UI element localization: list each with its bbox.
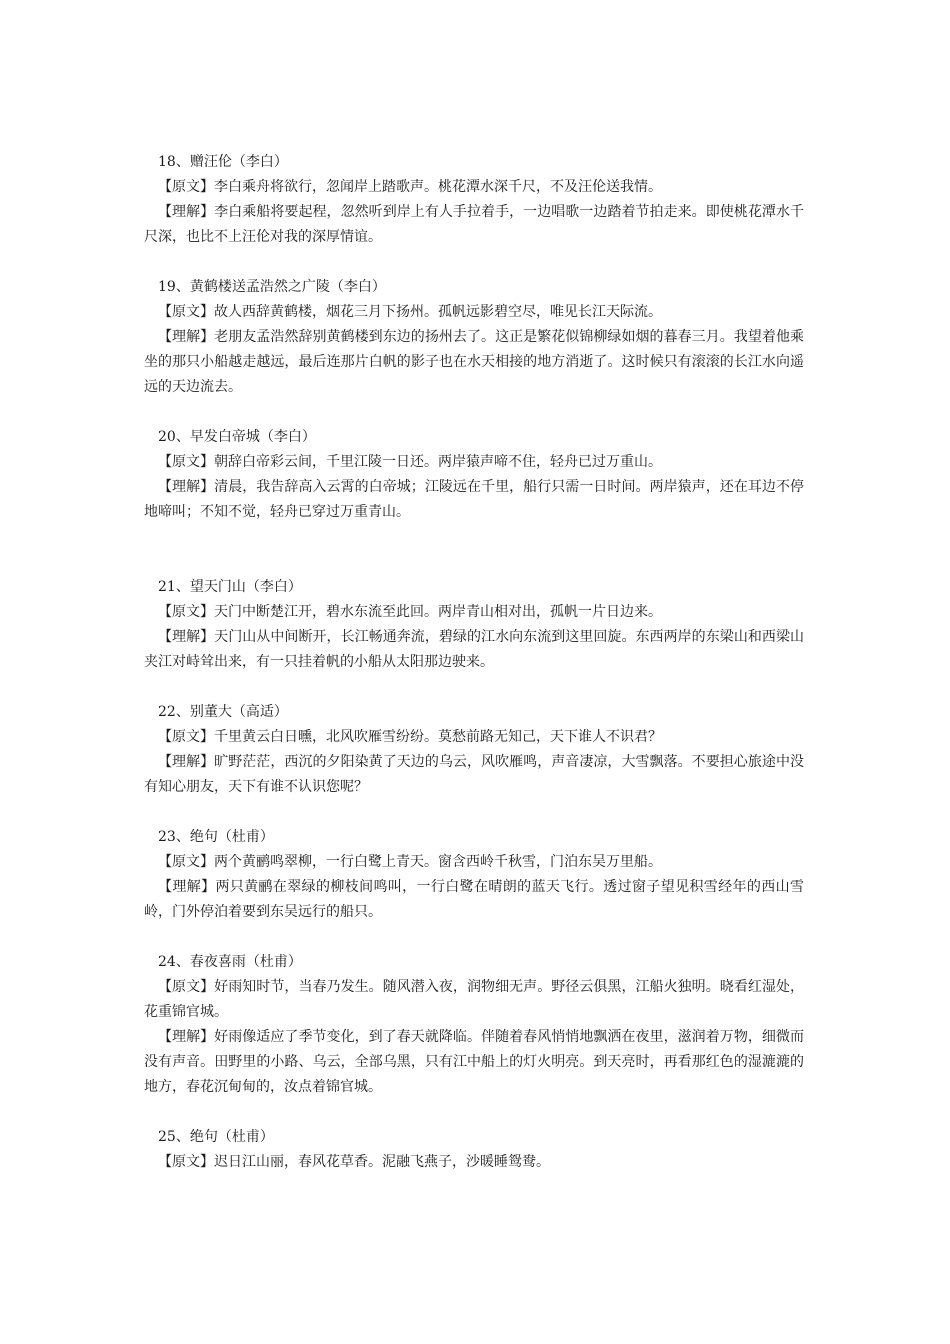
poem-original: 【原文】朝辞白帝彩云间，千里江陵一日还。两岸猿声啼不住，轻舟已过万重山。 [158, 454, 662, 470]
poem-meaning: 【理解】老朋友孟浩然辞别黄鹤楼到东边的扬州去了。这正是繁花似锦柳绿如烟的暮春三月。我望着他乘坐的那只小船越走越远，最后连那片白帆的影子也在水天相接的地方消逝了。这时候只有滚滚的长江水向遥远的天边流去。 [144, 329, 804, 395]
poem-original: 【原文】好雨知时节，当春乃发生。随风潜入夜，润物细无声。野径云俱黑，江船火独明。晓看红湿处，花重锦官城。 [144, 979, 804, 1020]
poem-meaning: 【理解】清晨，我告辞高入云霄的白帝城；江陵远在千里，船行只需一日时间。两岸猿声，还在耳边不停地啼叫；不知不觉，轻舟已穿过万重青山。 [144, 479, 804, 520]
poem-title: 25、绝句（杜甫） [158, 1129, 274, 1145]
poem-original: 【原文】故人西辞黄鹤楼，烟花三月下扬州。孤帆远影碧空尽，唯见长江天际流。 [158, 304, 662, 320]
poem-19 [144, 275, 804, 400]
poem-22 [144, 700, 804, 800]
poem-title: 21、望天门山（李白） [158, 579, 302, 595]
poem-original: 【原文】两个黄鹂鸣翠柳，一行白鹭上青天。窗含西岭千秋雪，门泊东吴万里船。 [158, 854, 662, 870]
poem-original: 【原文】李白乘舟将欲行，忽闻岸上踏歌声。桃花潭水深千尺，不及汪伦送我情。 [158, 179, 662, 195]
poem-meaning: 【理解】旷野茫茫，西沉的夕阳染黄了天边的乌云，风吹雁鸣，声音凄凉，大雪飘落。不要担心旅途中没有知心朋友，天下有谁不认识您呢？ [144, 754, 804, 795]
poem-meaning: 【理解】两只黄鹂在翠绿的柳枝间鸣叫，一行白鹭在晴朗的蓝天飞行。透过窗子望见积雪经年的西山雪岭，门外停泊着要到东吴远行的船只。 [144, 879, 804, 920]
poem-meaning: 【理解】李白乘船将要起程，忽然听到岸上有人手拉着手，一边唱歌一边踏着节拍走来。即使桃花潭水千尺深，也比不上汪伦对我的深厚情谊。 [144, 204, 804, 245]
poem-title: 18、赠汪伦（李白） [158, 154, 288, 170]
poem-meaning: 【理解】天门山从中间断开，长江畅通奔流，碧绿的江水向东流到这里回旋。东西两岸的东梁山和西梁山夹江对峙耸出来，有一只挂着帆的小船从太阳那边驶来。 [144, 629, 804, 670]
poem-18 [144, 150, 804, 250]
poem-20 [144, 425, 804, 525]
document-page [144, 150, 804, 1175]
poem-25 [144, 1125, 804, 1175]
poem-title: 23、绝句（杜甫） [158, 829, 274, 845]
poem-title: 22、别董大（高适） [158, 704, 288, 720]
poem-title: 20、早发白帝城（李白） [158, 429, 316, 445]
poem-original: 【原文】千里黄云白日曛，北风吹雁雪纷纷。莫愁前路无知己，天下谁人不识君？ [158, 729, 662, 745]
poem-24 [144, 950, 804, 1100]
poem-meaning: 【理解】好雨像适应了季节变化，到了春天就降临。伴随着春风悄悄地飘洒在夜里，滋润着万物，细微而没有声音。田野里的小路、乌云，全部乌黑，只有江中船上的灯火明亮。到天亮时，再看那红色的湿漉漉的地方，春花沉甸甸的，汝点着锦官城。 [144, 1029, 804, 1095]
poem-23 [144, 825, 804, 925]
poem-title: 19、黄鹤楼送孟浩然之广陵（李白） [158, 279, 386, 295]
poem-title: 24、春夜喜雨（杜甫） [158, 954, 302, 970]
poem-original: 【原文】迟日江山丽，春风花草香。泥融飞燕子，沙暖睡鸳鸯。 [158, 1154, 550, 1170]
poem-original: 【原文】天门中断楚江开，碧水东流至此回。两岸青山相对出，孤帆一片日边来。 [158, 604, 662, 620]
poem-21 [144, 575, 804, 675]
